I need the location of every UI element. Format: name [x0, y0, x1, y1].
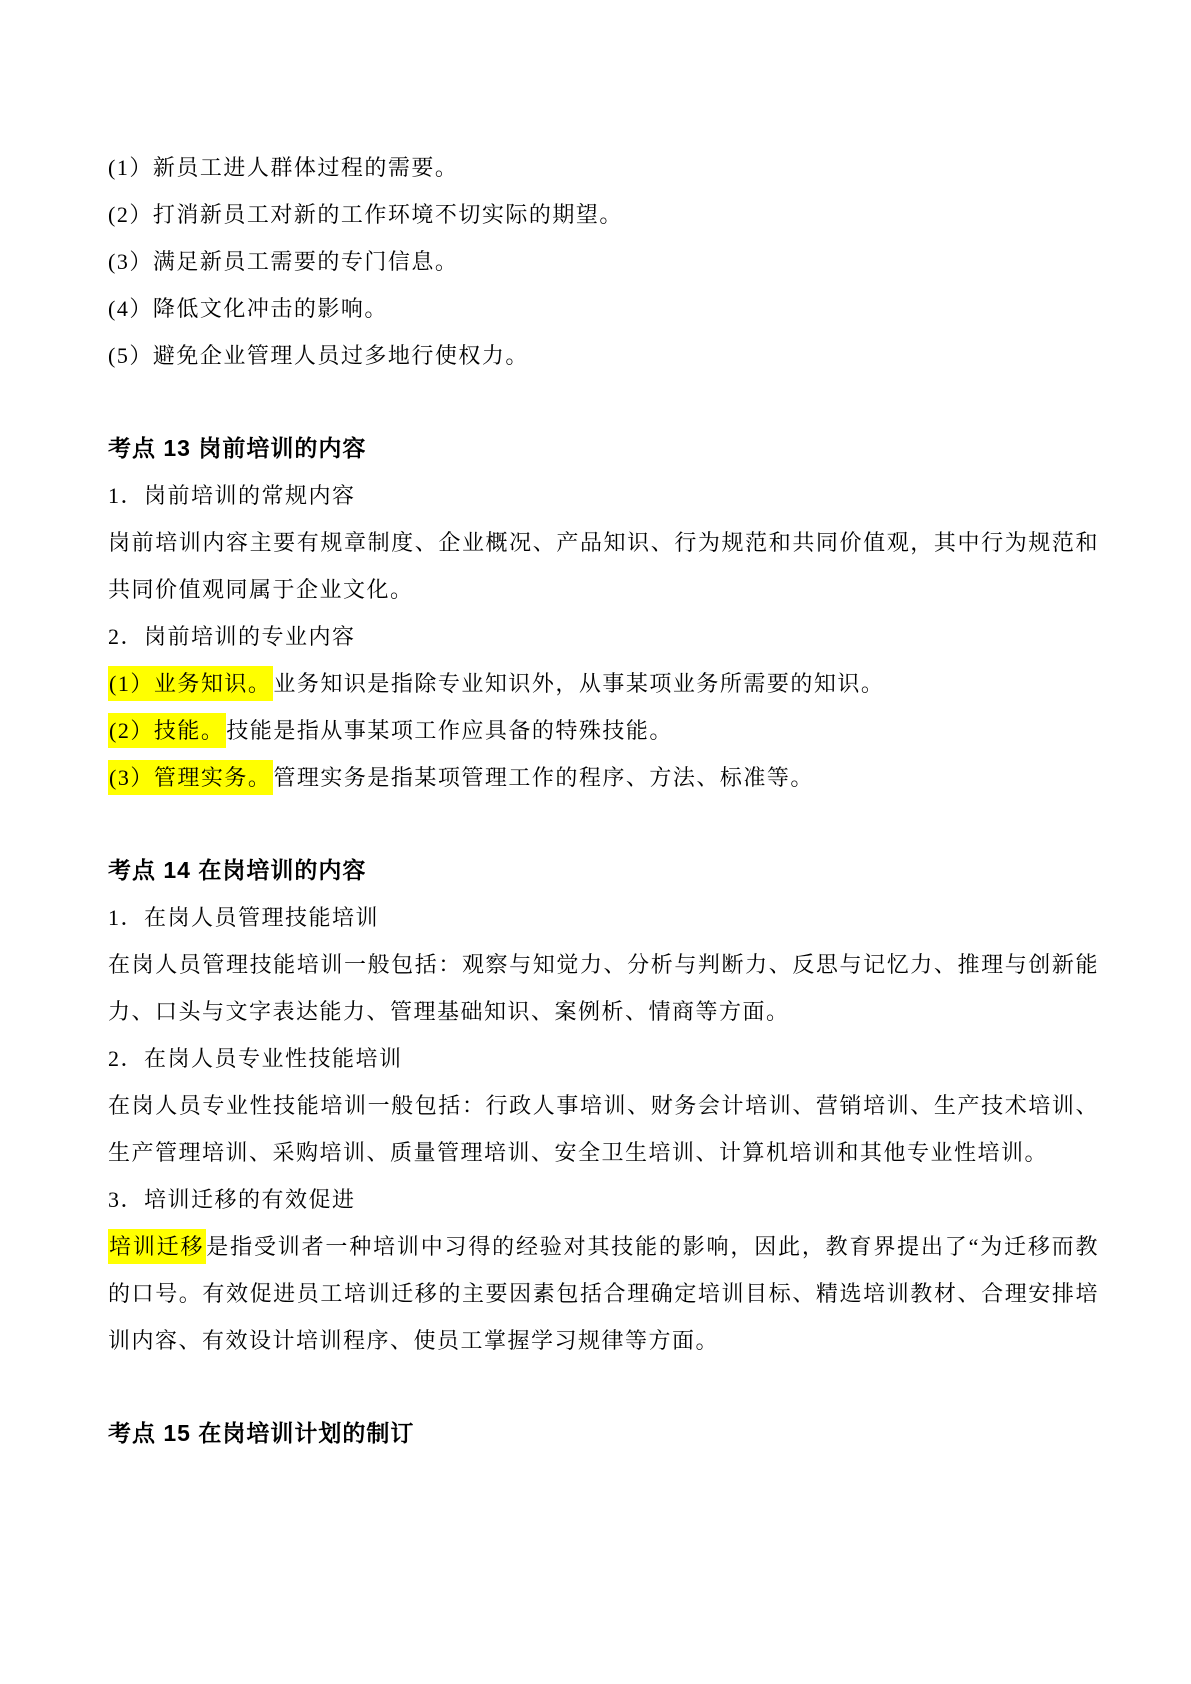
section-13-paragraph-1: 岗前培训内容主要有规章制度、企业概况、产品知识、行为规范和共同价值观，其中行为规范和共同价值观同属于企业文化。	[108, 530, 1099, 602]
section-14-subheading-2: 2．在岗人员专业性技能培训	[108, 1046, 403, 1071]
section-13-item-1	[108, 660, 1099, 707]
section-13-subheading-2: 2．岗前培训的专业内容	[108, 624, 356, 649]
intro-list-item-5: (5）避免企业管理人员过多地行使权力。	[108, 343, 529, 368]
section-13-item-3	[108, 754, 1099, 801]
section-13-heading: 考点 13 岗前培训的内容	[108, 435, 367, 461]
intro-list-item-1: (1）新员工进人群体过程的需要。	[108, 155, 459, 180]
section-15-heading: 考点 15 在岗培训计划的制订	[108, 1420, 415, 1446]
intro-list-item-2: (2）打消新员工对新的工作环境不切实际的期望。	[108, 202, 623, 227]
item-text: 技能是指从事某项工作应具备的特殊技能。	[226, 718, 673, 743]
item-text: 管理实务是指某项管理工作的程序、方法、标准等。	[273, 765, 814, 790]
section-13-item-2	[108, 707, 1099, 754]
section-14-subheading-1: 1．在岗人员管理技能培训	[108, 905, 380, 930]
section-13-subheading-1: 1．岗前培训的常规内容	[108, 483, 356, 508]
section-14-paragraph-2: 在岗人员专业性技能培训一般包括：行政人事培训、财务会计培训、营销培训、生产技术培训、生产管理培训、采购培训、质量管理培训、安全卫生培训、计算机培训和其他专业性培训。	[108, 1093, 1099, 1165]
paragraph-text: 是指受训者一种培训中习得的经验对其技能的影响，因此，教育界提出了“为迁移而教的口号。有效促进员工培训迁移的主要因素包括合理确定培训目标、精选培训教材、合理安排培训内容、有效设计培训程序、使员工掌握学习规律等方面。	[108, 1234, 1099, 1353]
section-14-subheading-3: 3．培训迁移的有效促进	[108, 1187, 356, 1212]
intro-list-item-3: (3）满足新员工需要的专门信息。	[108, 249, 459, 274]
item-text: 业务知识是指除专业知识外，从事某项业务所需要的知识。	[273, 671, 885, 696]
highlighted-text: 培训迁移	[108, 1229, 206, 1264]
section-14-paragraph-3	[108, 1223, 1099, 1364]
intro-list-item-4: (4）降低文化冲击的影响。	[108, 296, 388, 321]
section-14-heading: 考点 14 在岗培训的内容	[108, 857, 367, 883]
section-14-paragraph-1: 在岗人员管理技能培训一般包括：观察与知觉力、分析与判断力、反思与记忆力、推理与创新能力、口头与文字表达能力、管理基础知识、案例析、情商等方面。	[108, 952, 1099, 1024]
highlighted-text: (2）技能。	[108, 713, 226, 748]
highlighted-text: (3）管理实务。	[108, 760, 273, 795]
highlighted-text: (1）业务知识。	[108, 666, 273, 701]
